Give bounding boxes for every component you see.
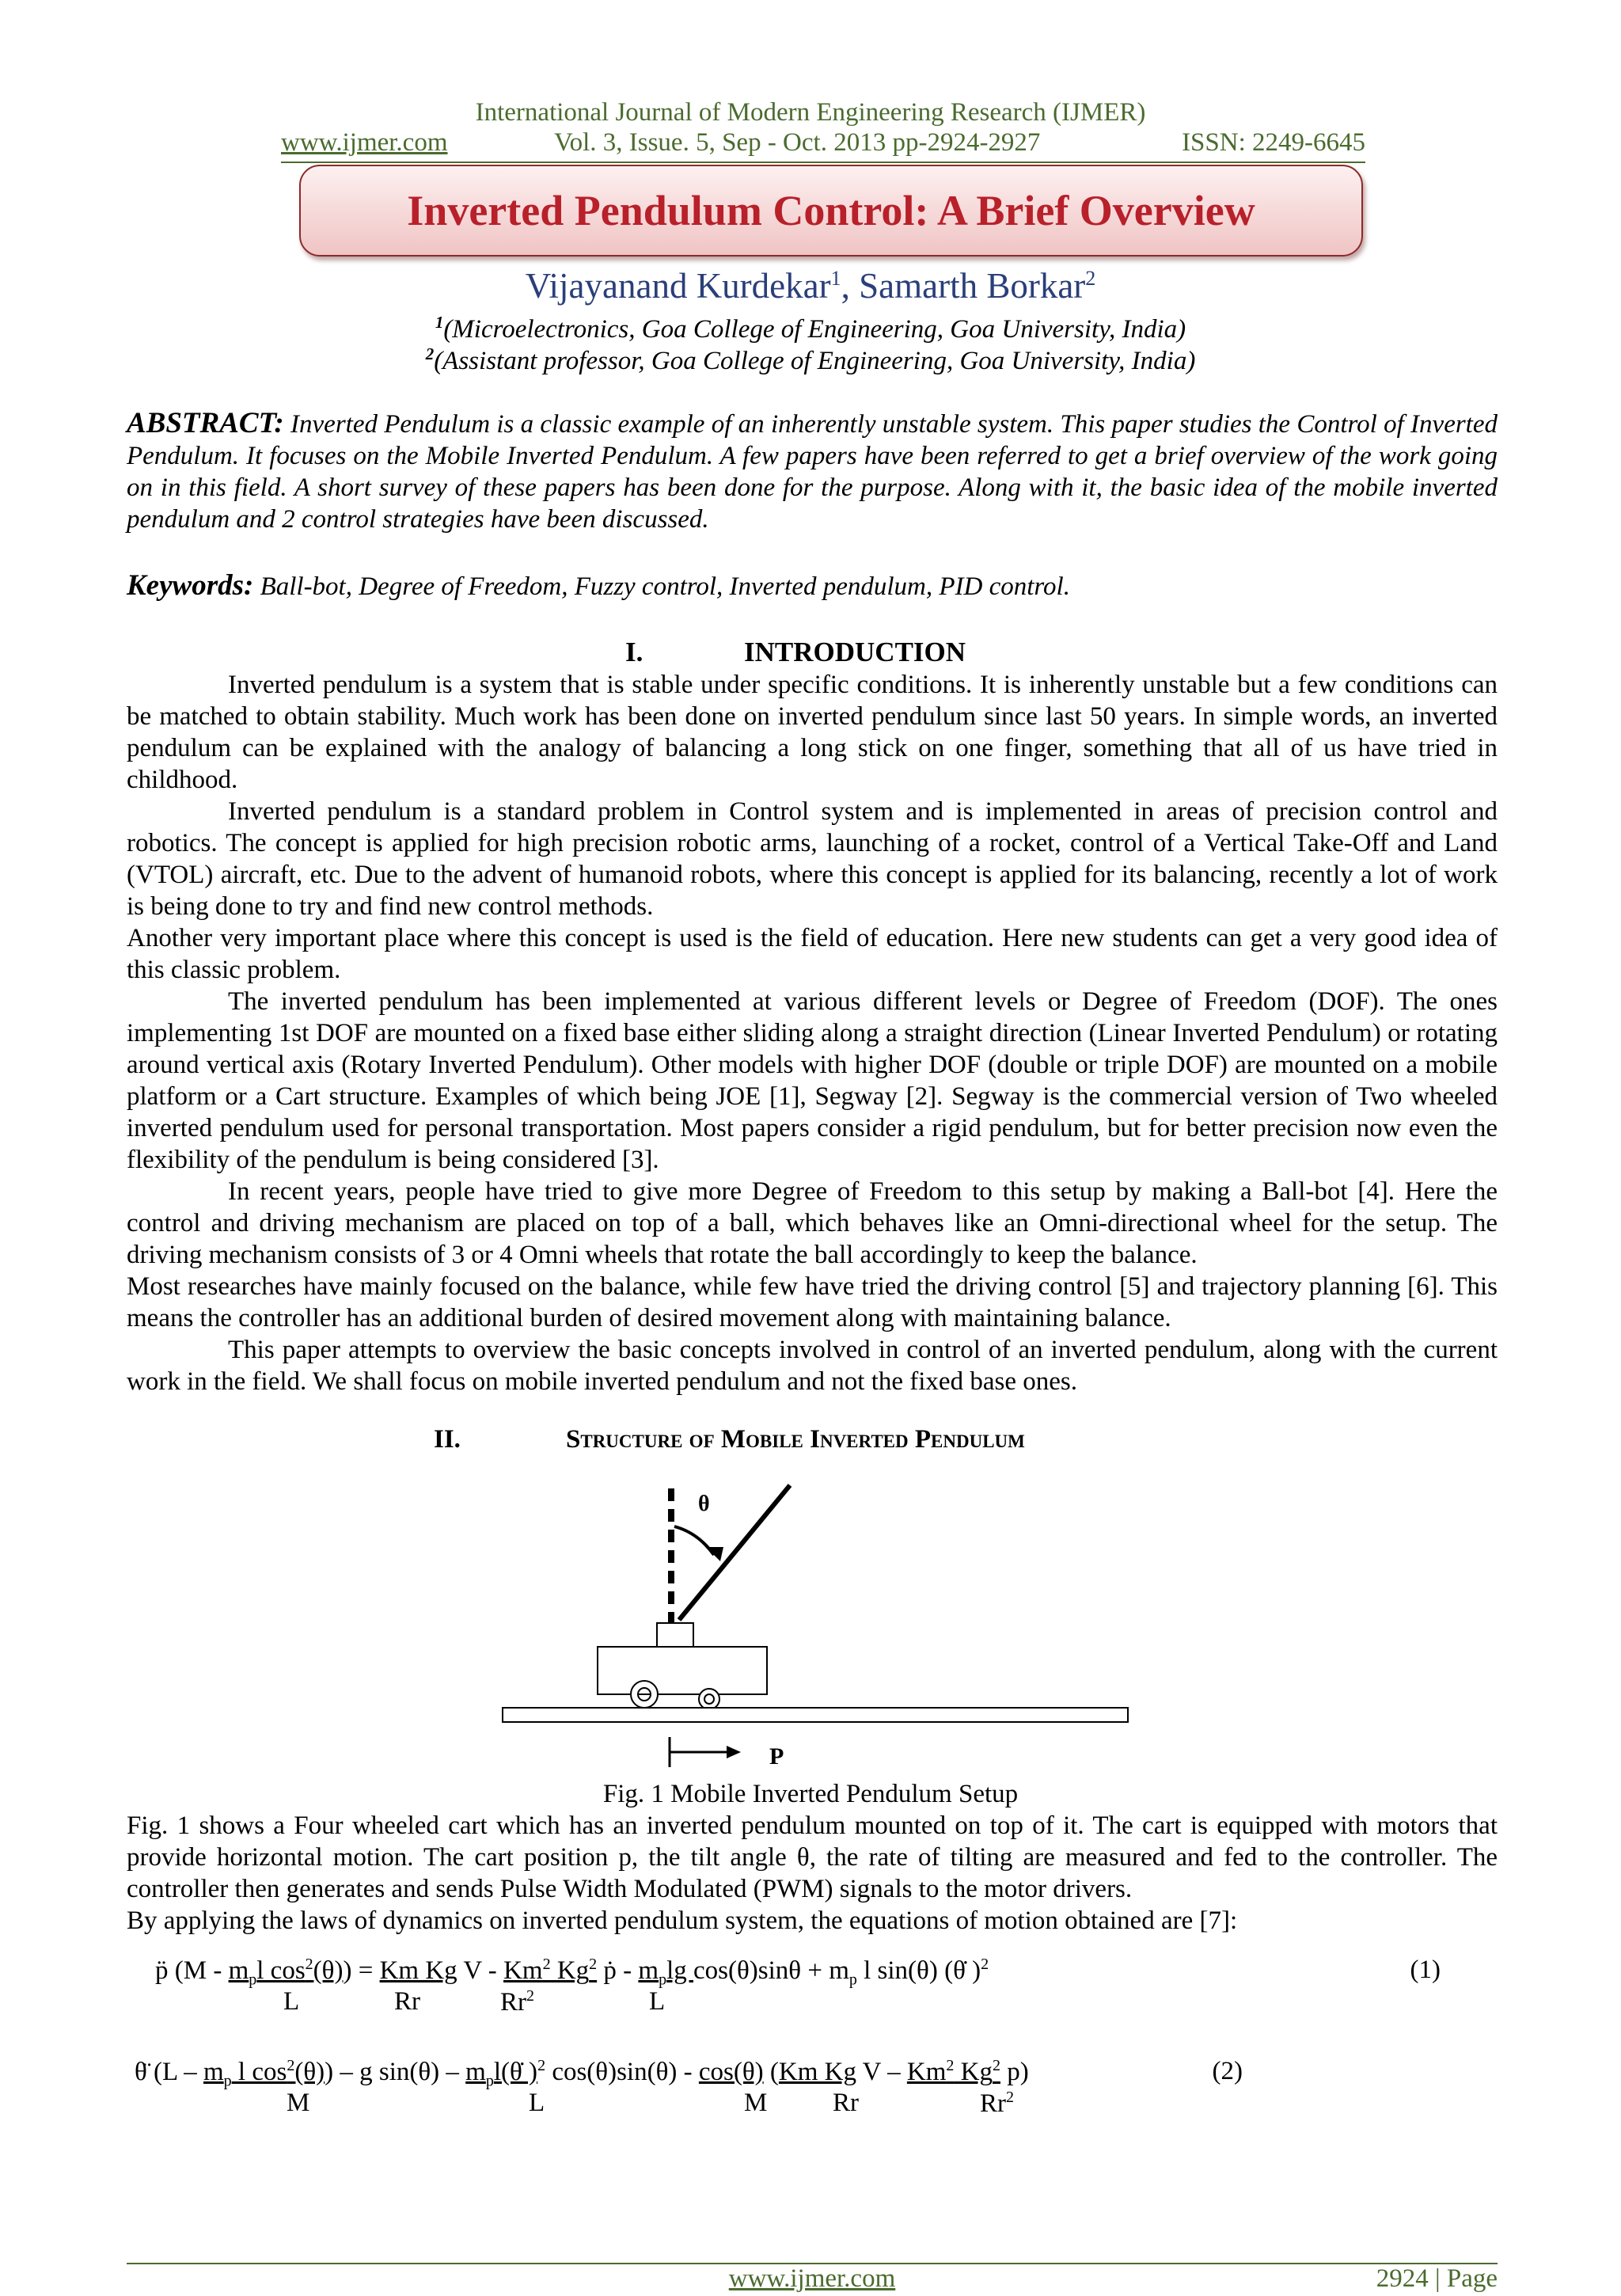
affiliation-text: (Microelectronics, Goa College of Engineering, Goa University, India) — [443, 315, 1186, 344]
eq-frac-num — [638, 1956, 693, 1989]
section-number: II. — [434, 1425, 461, 1454]
eq-sup: 2 — [526, 1987, 534, 2005]
eq-denominator: L — [649, 1987, 666, 2016]
eq-sup: 2 — [946, 2057, 955, 2074]
eq-denominator — [500, 1987, 534, 2017]
eq-term: ) – g sin(θ) – — [325, 2058, 466, 2086]
author-sep: , — [841, 266, 860, 306]
abstract — [127, 408, 1498, 535]
p-label: P — [769, 1743, 784, 1770]
issn: ISSN: 2249-6645 — [1182, 128, 1365, 157]
page-footer — [127, 2263, 1498, 2296]
eq-term: l cos — [231, 2058, 287, 2086]
eq-denominator: Rr — [833, 2089, 859, 2117]
eq-term: (θ) — [313, 1956, 344, 1985]
author-sup: 1 — [830, 267, 841, 290]
eq-term: p̈ (M - — [155, 1956, 229, 1985]
paragraph: Inverted pendulum is a system that is stable under specific conditions. It is inherently unstable but a few conditions can be matched to obtain stability. Much work has been done on inverted pendulum since last 50 years. In simple words, an inverted pendulum can be explained with the analogy of balancing a long stick on one finger, something that all of us have tried in childhood. — [127, 671, 1498, 794]
angle-arc — [674, 1526, 714, 1555]
figure-caption: Fig. 1 Mobile Inverted Pendulum Setup — [602, 1780, 1019, 1808]
section-title: Structure of Mobile Inverted Pendulum — [566, 1425, 1025, 1454]
keywords — [127, 568, 1498, 603]
angle-arrowhead — [706, 1547, 723, 1561]
volume-info: Vol. 3, Issue. 5, Sep - Oct. 2013 pp-2924-2927 — [554, 128, 1041, 157]
author-name: Samarth Borkar — [859, 266, 1086, 306]
eq-sub: p — [848, 1971, 857, 1989]
eq-denominator — [980, 2089, 1014, 2119]
eq-denominator: L — [529, 2089, 545, 2117]
paragraph: The inverted pendulum has been implemented at various different levels or Degree of Freedom (DOF). The ones implementing 1st DOF are mounted on a fixed base either sliding along a straight direction (Linear Inverted Pendulum) or rotating around vertical axis (Rotary Inverted Pendulum). Other models with higher DOF (double or triple DOF) are mounted on a mobile platform or a Cart structure. Examples of which being JOE [1], Segway [2]. Segway is the commercial version of Two wheeled inverted pendulum used for personal transportation. Most papers consider a rigid pendulum, but for better precision now even the flexibility of the pendulum is being considered [3]. — [127, 987, 1498, 1174]
eq-sub: p — [249, 1971, 257, 1989]
section-title: INTRODUCTION — [744, 637, 966, 667]
affiliation — [0, 313, 1621, 344]
journal-name: International Journal of Modern Engineering Research (IJMER) — [475, 98, 1146, 127]
eq-term: θ̈ (L – — [135, 2058, 203, 2086]
page-number: 2924 | Page — [1376, 2264, 1498, 2293]
eq-sup: 2 — [542, 1956, 551, 1973]
paragraph: By applying the laws of dynamics on inverted pendulum system, the equations of motion obtained are [7]: — [127, 1906, 1238, 1935]
eq-term: m — [638, 1956, 659, 1985]
introduction-body — [127, 669, 1498, 1397]
equation-1 — [127, 1956, 1441, 2027]
paragraph: Inverted pendulum is a standard problem in Control system and is implemented in areas of precision control and robotics. The concept is applied for high precision robotic arms, launching of a rocket, control of a Vertical Take-Off and Land (VTOL) aircraft, etc. Due to the advent of humanoid robots, where this concept is applied for its balancing, recently a lot of work is being done to try and find new control methods. — [127, 797, 1498, 921]
eq-term: Kg — [954, 2058, 993, 2086]
eq-sup: 2 — [992, 2057, 1000, 2074]
eq-denominator: M — [287, 2089, 310, 2117]
eq-term: (θ) — [294, 2058, 325, 2086]
eq-term: m — [203, 2058, 224, 2086]
eq-term: l sin(θ) (θ̇ ) — [856, 1956, 981, 1985]
eq-term: cos(θ)sinθ + m — [693, 1956, 849, 1985]
eq-denominator: L — [283, 1987, 300, 2016]
eq-sup: 2 — [305, 1956, 313, 1973]
eq-term: Rr — [500, 1988, 526, 2017]
eq-denominator: Rr — [394, 1987, 420, 2016]
eq-sup: 2 — [589, 1956, 598, 1973]
track — [503, 1708, 1128, 1722]
theta-label: θ — [698, 1492, 710, 1516]
eq-term: Km — [503, 1956, 543, 1985]
affiliation-sup: 1 — [435, 313, 444, 332]
eq-part — [155, 1956, 989, 1990]
keywords-label: Keywords: — [127, 569, 254, 602]
eq-term: cos(θ)sin(θ) - — [545, 2058, 699, 2086]
cart-body — [598, 1647, 767, 1694]
eq-sup: 2 — [537, 2057, 546, 2074]
title-banner — [299, 165, 1363, 257]
paragraph: Another very important place where this concept is used is the field of education. Here new students can get a very good idea of this classic problem. — [127, 924, 1498, 984]
eq-term: Rr — [980, 2089, 1006, 2118]
paper-title: Inverted Pendulum Control: A Brief Overview — [407, 187, 1255, 234]
eq-sup: 2 — [1006, 2089, 1014, 2106]
pendulum-diagram — [491, 1479, 1140, 1772]
eq-sub: p — [485, 2072, 494, 2090]
paragraph: Fig. 1 shows a Four wheeled cart which has an inverted pendulum mounted on top of it. The cart is equipped with motors that provide horizontal motion. The cart position p, the tilt angle θ, the rate of tilting are measured and fed to the controller. The controller then generates and sends Pulse Width Modulated (PWM) signals to the motor drivers. — [127, 1811, 1498, 1903]
p-arrowhead — [727, 1746, 741, 1758]
paragraph: This paper attempts to overview the basic concepts involved in control of an inverted pendulum, along with the current work in the field. We shall focus on mobile inverted pendulum and not the fixed base ones. — [127, 1336, 1498, 1396]
paragraph: Most researches have mainly focused on the balance, while few have tried the driving control [5] and trajectory planning [6]. This means the controller has an additional burden of desired movement along with maintaining balance. — [127, 1272, 1498, 1332]
eq-term: ṗ - — [597, 1956, 639, 1985]
keywords-text: Ball-bot, Degree of Freedom, Fuzzy control, Inverted pendulum, PID control. — [253, 572, 1070, 601]
eq-term: l cos — [256, 1956, 306, 1985]
pendulum-rod — [679, 1485, 790, 1620]
eq-frac-num: Km Kg — [379, 1956, 457, 1985]
equation-2 — [127, 2057, 1243, 2128]
eq-sub: p — [659, 1971, 667, 1989]
affiliation-sup: 2 — [425, 344, 435, 363]
eq-part — [135, 2057, 1029, 2091]
pivot-block — [657, 1623, 693, 1647]
eq-term: ) = — [343, 1956, 380, 1985]
abstract-label: ABSTRACT: — [127, 407, 284, 439]
equation-number: (1) — [1410, 1956, 1441, 1984]
figure-discussion — [127, 1810, 1498, 1937]
eq-term: V - — [457, 1956, 504, 1985]
eq-term: ( — [763, 2058, 779, 2086]
wheel-hub — [704, 1694, 714, 1704]
eq-term: lg — [666, 1956, 693, 1985]
authors — [0, 265, 1621, 306]
author-name: Vijayanand Kurdekar — [525, 266, 831, 306]
author-sup: 2 — [1085, 267, 1096, 290]
affiliation-text: (Assistant professor, Goa College of Engineering, Goa University, India) — [434, 347, 1196, 375]
eq-term: Km — [906, 2058, 947, 2086]
equation-number: (2) — [1212, 2057, 1243, 2085]
footer-url-link[interactable]: www.ijmer.com — [728, 2264, 896, 2293]
header-line — [281, 127, 1365, 163]
eq-sup: 2 — [981, 1956, 989, 1973]
eq-term: V – — [856, 2058, 907, 2086]
figure-pendulum — [491, 1479, 1140, 1772]
eq-frac-num — [907, 2058, 1000, 2086]
section-number: I. — [625, 637, 643, 667]
eq-term: l(θ̇ ) — [493, 2058, 538, 2086]
journal-url-link[interactable]: www.ijmer.com — [281, 128, 448, 157]
eq-frac-num: Km Kg — [778, 2058, 856, 2086]
eq-frac-num — [503, 1956, 597, 1985]
eq-frac-num: cos(θ) — [698, 2058, 764, 2086]
eq-sub: p — [223, 2072, 232, 2090]
eq-frac-num — [203, 2057, 325, 2090]
eq-frac-num — [465, 2058, 538, 2090]
eq-denominator: M — [744, 2089, 768, 2117]
eq-term: Kg — [550, 1956, 590, 1985]
eq-term: p) — [1000, 2058, 1029, 2086]
eq-term: m — [465, 2058, 486, 2086]
eq-sup: 2 — [287, 2057, 295, 2074]
paragraph: In recent years, people have tried to give more Degree of Freedom to this setup by making a Ball-bot [4]. Here the control and driving mechanism are placed on top of a ball, which behaves like an Omni-directional wheel for the setup. The driving mechanism consists of 3 or 4 Omni wheels that rotate the ball accordingly to keep the balance. — [127, 1177, 1498, 1269]
eq-term: m — [228, 1956, 249, 1985]
affiliation — [0, 344, 1621, 376]
eq-frac-num — [228, 1956, 344, 1989]
abstract-text: Inverted Pendulum is a classic example of an inherently unstable system. This paper studies the Control of Inverted Pendulum. It focuses on the Mobile Inverted Pendulum. A few papers have been referred to get a brief overview of the work going on in this field. A short survey of these papers has been done for the purpose. Along with it, the basic idea of the mobile inverted pendulum and 2 control strategies have been discussed. — [127, 410, 1498, 534]
